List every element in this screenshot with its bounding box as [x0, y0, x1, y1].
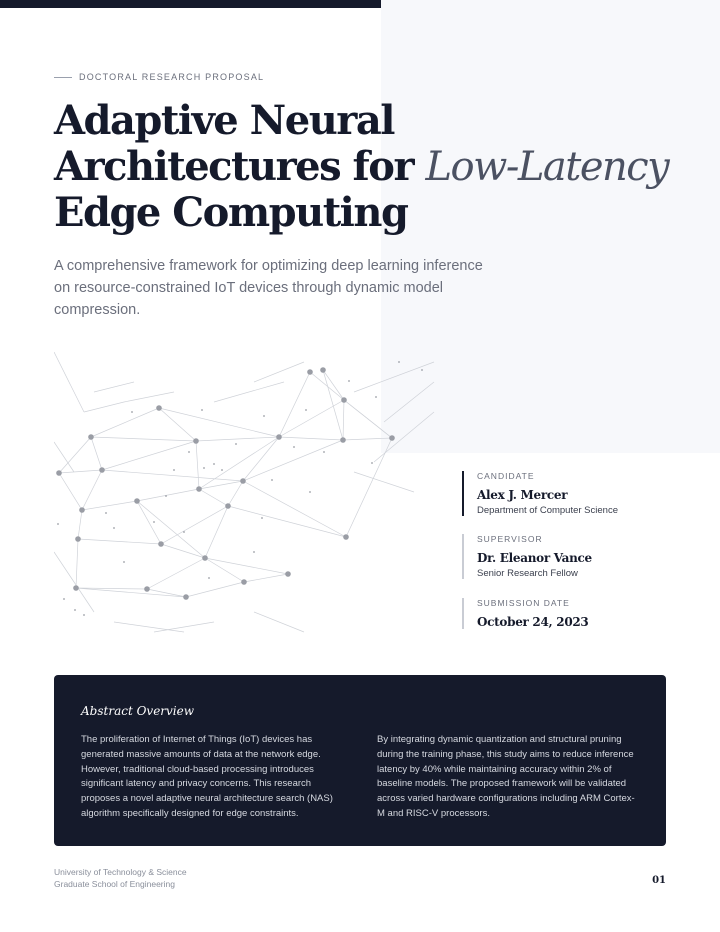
network-node [208, 577, 210, 579]
network-node [307, 369, 313, 375]
network-node [99, 467, 105, 473]
network-node [83, 614, 85, 616]
network-node [201, 409, 203, 411]
network-node [323, 451, 325, 453]
network-edge [343, 400, 344, 440]
abstract-paragraph-2: By integrating dynamic quantization and structural pruning during the training phase, this study aims to reduce inference latency by 40% while maintaining accuracy within 2% of baseline models. The proposed framework will be validated across varied hardware configurations including ARM Cortex-M and RISC-V processors. [377, 734, 635, 819]
network-edge [254, 362, 304, 382]
network-node [240, 478, 246, 484]
network-edge [159, 408, 196, 441]
network-node [225, 503, 231, 509]
page-subtitle: A comprehensive framework for optimizing deep learning inference on resource-constrained IoT devices through dynamic model compression. [54, 258, 483, 318]
network-node [203, 467, 205, 469]
network-node [213, 463, 215, 465]
network-node [63, 598, 65, 600]
footer-institution-block [54, 866, 187, 890]
network-edge [94, 382, 134, 392]
network-node [88, 434, 94, 440]
network-edge [374, 412, 434, 462]
footer-school: Graduate School of Engineering [54, 879, 175, 889]
network-node [74, 609, 76, 611]
abstract-heading: Abstract Overview [81, 704, 195, 718]
candidate-block [462, 471, 697, 516]
network-node [183, 594, 189, 600]
supervisor-label: SUPERVISOR [477, 534, 543, 544]
page-title [54, 98, 674, 236]
network-node [221, 469, 223, 471]
network-edge [199, 489, 228, 506]
network-edge [254, 612, 304, 632]
supervisor-block [462, 534, 697, 579]
network-edge [214, 382, 284, 402]
candidate-label: CANDIDATE [477, 471, 535, 481]
network-node [183, 531, 185, 533]
network-node [173, 469, 175, 471]
title-emphasis: Low-Latency [425, 144, 669, 190]
network-edge [124, 392, 174, 402]
network-node [75, 536, 81, 542]
abstract-paragraph-1: The proliferation of Internet of Things (IoT) devices has generated massive amounts of data at the network edge. However, traditional cloud-based processing introduces significant latency and privacy concerns. This research proposes a novel adaptive neural architecture search (NAS) algorithm specifically designed for edge constraints. [81, 734, 333, 819]
network-node [144, 586, 150, 592]
network-edge [91, 408, 159, 437]
network-node [276, 434, 282, 440]
network-node [196, 486, 202, 492]
network-edge [59, 473, 82, 510]
network-edge [84, 402, 124, 412]
network-edge [228, 506, 346, 537]
network-edge [354, 472, 414, 492]
network-node [263, 415, 265, 417]
network-edge [54, 552, 94, 612]
network-node [156, 405, 162, 411]
network-edge [196, 441, 199, 489]
network-edge [102, 470, 243, 481]
network-edge [59, 470, 102, 473]
network-node [341, 397, 347, 403]
network-edge [137, 489, 199, 501]
network-node [113, 527, 115, 529]
network-node [293, 446, 295, 448]
network-edge [343, 438, 392, 440]
network-edge [205, 506, 228, 558]
network-node [57, 523, 59, 525]
network-edge [228, 481, 243, 506]
network-edge [243, 437, 279, 481]
network-node [343, 534, 349, 540]
candidate-department: Department of Computer Science [477, 505, 618, 516]
network-node [398, 361, 400, 363]
network-node [253, 551, 255, 553]
network-illustration [54, 352, 436, 642]
submission-date: October 24, 2023 [477, 615, 589, 629]
network-edge [76, 588, 186, 597]
network-edge [159, 408, 279, 437]
network-node [371, 462, 373, 464]
network-edge [186, 582, 244, 597]
network-node [123, 561, 125, 563]
network-node [56, 470, 62, 476]
network-node [131, 411, 133, 413]
network-node [165, 495, 167, 497]
network-edge [78, 510, 82, 539]
network-node [193, 438, 199, 444]
network-node [158, 541, 164, 547]
network-edge [161, 544, 205, 558]
document-type-label [54, 72, 264, 82]
network-edge [137, 501, 161, 544]
network-edge [196, 437, 279, 441]
network-node [375, 396, 377, 398]
network-node [309, 491, 311, 493]
network-node [188, 451, 190, 453]
network-node [271, 479, 273, 481]
network-edge [91, 437, 196, 441]
network-edge [91, 437, 102, 470]
network-edge [82, 470, 102, 510]
submission-block [462, 598, 697, 629]
network-edge [279, 400, 344, 437]
submission-label: SUBMISSION DATE [477, 598, 570, 608]
network-edge [59, 437, 91, 473]
network-edge [82, 501, 137, 510]
network-node [241, 579, 247, 585]
network-edge [244, 574, 288, 582]
network-node [285, 571, 291, 577]
network-edge [161, 506, 228, 544]
network-edge [243, 440, 343, 481]
abstract-columns [81, 733, 639, 822]
footer-institution: University of Technology & Science [54, 867, 187, 877]
network-node [105, 512, 107, 514]
network-edge [78, 539, 161, 544]
network-edge [344, 400, 392, 438]
network-edge [154, 622, 214, 632]
network-node [261, 517, 263, 519]
network-node [202, 555, 208, 561]
network-node [79, 507, 85, 513]
network-edge [137, 501, 205, 558]
candidate-name: Alex J. Mercer [477, 488, 568, 502]
network-node [389, 435, 395, 441]
supervisor-name: Dr. Eleanor Vance [477, 551, 592, 565]
eyebrow-rule [54, 77, 72, 78]
top-accent-bar [0, 0, 381, 8]
network-edge [114, 622, 184, 632]
title-part-2: Edge Computing [54, 189, 408, 236]
network-edge [199, 437, 279, 489]
network-edge [354, 362, 434, 392]
network-edge [279, 437, 343, 440]
network-node [340, 437, 346, 443]
network-edge [102, 441, 196, 470]
title-part-1: Adaptive Neural Architectures for [54, 97, 426, 190]
network-edge [147, 558, 205, 589]
supervisor-title: Senior Research Fellow [477, 568, 578, 579]
network-node [421, 369, 423, 371]
document-type-text: DOCTORAL RESEARCH PROPOSAL [79, 72, 265, 82]
network-edge [147, 589, 186, 597]
network-edge [384, 382, 434, 422]
network-node [320, 367, 326, 373]
network-node [305, 409, 307, 411]
network-edge [76, 539, 78, 588]
network-edge [323, 370, 343, 440]
network-node [235, 443, 237, 445]
page-number: 01 [652, 875, 666, 886]
network-edge [243, 481, 346, 537]
network-node [153, 521, 155, 523]
network-edge [54, 352, 84, 412]
network-node [348, 380, 350, 382]
abstract-panel [54, 675, 666, 846]
network-node [73, 585, 79, 591]
network-node [134, 498, 140, 504]
